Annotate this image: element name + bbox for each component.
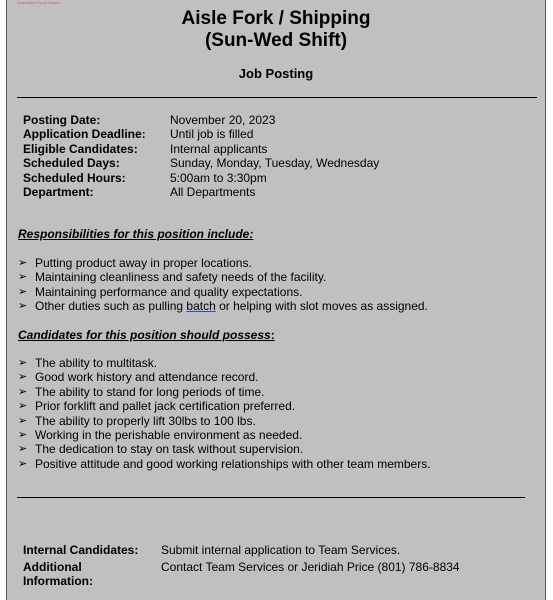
list-item-text: Working in the perishable environment as needed. [35,427,303,442]
contact-row [23,560,460,588]
contact-value: Contact Team Services or Jeridiah Price (801) 786-8834 [161,560,460,574]
list-item [18,457,431,471]
top-divider [17,97,537,98]
list-item-text: The dedication to stay on task without supervision. [35,442,304,457]
list-item [18,370,431,384]
arrow-bullet-icon: ➢ [18,414,28,427]
list-item [18,385,431,399]
list-item [18,270,428,284]
info-row [23,156,379,170]
title-line-2: (Sun-Wed Shift) [204,30,348,51]
info-row [23,113,379,127]
contact-table [23,543,460,588]
arrow-bullet-icon: ➢ [18,271,28,284]
info-label: Eligible Candidates: [23,141,138,156]
arrow-bullet-icon: ➢ [18,400,28,413]
info-value: All Departments [170,184,256,199]
contact-row [23,543,460,557]
info-row [23,127,379,141]
info-value: Sunday, Monday, Tuesday, Wednesday [170,156,380,171]
list-item [18,356,431,370]
list-item [18,414,431,428]
info-row [23,142,379,156]
info-label: Posting Date: [23,113,101,127]
contact-label-line-1: Additional [23,560,82,574]
list-item [18,399,431,413]
list-item [18,285,428,299]
list-item [18,442,431,456]
page-title [7,8,545,52]
posting-info-table [23,113,379,199]
info-row [23,171,379,185]
info-label: Application Deadline: [23,127,146,142]
info-label: Department: [23,184,94,199]
responsibilities-heading: Responsibilities for this position include: [18,227,254,241]
arrow-bullet-icon: ➢ [18,285,28,298]
bottom-divider [17,497,525,498]
heading-colon: : [270,328,275,342]
info-label: Scheduled Hours: [23,170,126,185]
arrow-bullet-icon: ➢ [18,457,28,470]
arrow-bullet-icon: ➢ [18,385,28,398]
contact-label [23,560,161,588]
arrow-bullet-icon: ➢ [18,371,28,384]
list-item-text-start: Other duties such as pulling [35,299,187,314]
company-logo: Associated Food Stores [17,0,60,5]
arrow-bullet-icon: ➢ [18,443,28,456]
arrow-bullet-icon: ➢ [18,428,28,441]
title-line-1: Aisle Fork / Shipping [181,8,371,29]
list-item [18,428,431,442]
list-item-text: Putting product away in proper locations. [35,256,252,270]
list-item-text: Positive attitude and good working relationships with other team members. [35,456,431,471]
qualifications-list [18,356,431,471]
list-item [18,256,428,270]
contact-label-line-2: Information: [23,574,93,588]
info-value: 5:00am to 3:30pm [170,170,267,185]
list-item-text: The ability to properly lift 30lbs to 100 lbs. [35,413,256,428]
list-item-text: The ability to multitask. [35,356,158,370]
contact-value: Submit internal application to Team Services. [161,543,401,557]
contact-label: Internal Candidates: [23,543,139,557]
arrow-bullet-icon: ➢ [18,357,28,369]
info-value: Until job is filled [170,127,254,142]
list-item-text-end: or helping with slot moves as assigned. [215,299,428,314]
responsibilities-list [18,256,428,314]
list-item-text: Prior forklift and pallet jack certification preferred. [35,399,296,414]
list-item-text: Maintaining cleanliness and safety needs of the facility. [35,270,327,285]
info-label: Scheduled Days: [23,156,120,171]
document-page [6,0,546,600]
list-item [18,299,428,313]
list-item-text: The ability to stand for long periods of time. [35,384,265,399]
list-item-text [35,299,428,313]
qualifications-heading [18,328,275,342]
info-value: November 20, 2023 [170,113,276,127]
arrow-bullet-icon: ➢ [18,257,28,269]
list-item-text: Good work history and attendance record. [35,370,259,385]
arrow-bullet-icon: ➢ [18,300,28,313]
spellcheck-marked-word: batch [186,299,216,314]
page-subtitle: Job Posting [238,66,314,81]
info-row [23,185,379,199]
info-value: Internal applicants [170,141,268,156]
list-item-text: Maintaining performance and quality expectations. [35,284,303,299]
qualifications-heading-text: Candidates for this position should possess [18,328,271,342]
